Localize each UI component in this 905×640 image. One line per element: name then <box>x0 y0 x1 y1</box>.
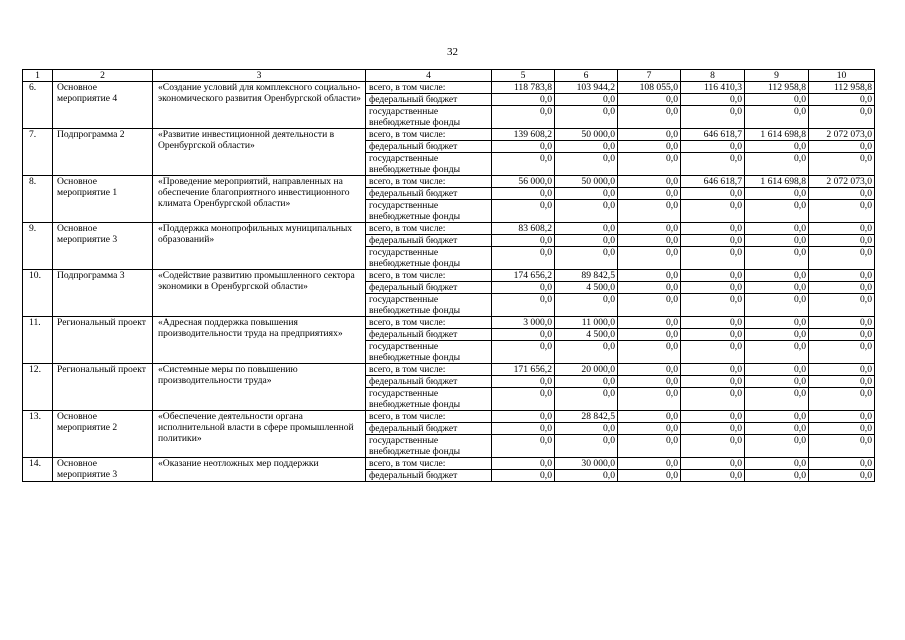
amount-cell: 139 608,2 <box>492 129 555 141</box>
amount-cell: 0,0 <box>809 223 875 235</box>
row-kind: Основное мероприятие 1 <box>53 176 153 223</box>
amount-cell: 0,0 <box>618 376 681 388</box>
amount-cell: 0,0 <box>681 470 745 482</box>
table-row <box>23 223 875 235</box>
amount-cell: 0,0 <box>809 106 875 129</box>
amount-cell: 0,0 <box>492 141 555 153</box>
amount-cell: 0,0 <box>681 317 745 329</box>
amount-cell: 0,0 <box>809 411 875 423</box>
funding-source: государственные внебюджетные фонды <box>366 388 492 411</box>
amount-cell: 0,0 <box>492 188 555 200</box>
amount-cell: 0,0 <box>745 317 809 329</box>
funding-source: федеральный бюджет <box>366 94 492 106</box>
amount-cell: 0,0 <box>809 317 875 329</box>
amount-cell: 103 944,2 <box>555 82 618 94</box>
amount-cell: 0,0 <box>618 435 681 458</box>
amount-cell: 0,0 <box>555 141 618 153</box>
amount-cell: 0,0 <box>555 106 618 129</box>
amount-cell: 11 000,0 <box>555 317 618 329</box>
column-header: 9 <box>745 70 809 82</box>
amount-cell: 0,0 <box>492 341 555 364</box>
funding-source: всего, в том числе: <box>366 176 492 188</box>
amount-cell: 0,0 <box>809 458 875 470</box>
amount-cell: 0,0 <box>618 129 681 141</box>
amount-cell: 0,0 <box>745 470 809 482</box>
amount-cell: 0,0 <box>681 458 745 470</box>
row-number: 14. <box>23 458 53 482</box>
amount-cell: 0,0 <box>745 435 809 458</box>
amount-cell: 0,0 <box>555 200 618 223</box>
amount-cell: 0,0 <box>809 153 875 176</box>
amount-cell: 174 656,2 <box>492 270 555 282</box>
amount-cell: 0,0 <box>555 341 618 364</box>
amount-cell: 0,0 <box>681 294 745 317</box>
amount-cell: 0,0 <box>745 223 809 235</box>
funding-source: федеральный бюджет <box>366 329 492 341</box>
amount-cell: 0,0 <box>681 94 745 106</box>
amount-cell: 30 000,0 <box>555 458 618 470</box>
row-title: «Поддержка монопрофильных муниципальных образований» <box>153 223 366 270</box>
amount-cell: 0,0 <box>681 235 745 247</box>
budget-table <box>22 69 875 482</box>
amount-cell: 0,0 <box>618 235 681 247</box>
amount-cell: 4 500,0 <box>555 282 618 294</box>
amount-cell: 0,0 <box>809 341 875 364</box>
funding-source: федеральный бюджет <box>366 141 492 153</box>
row-kind: Основное мероприятие 3 <box>53 223 153 270</box>
amount-cell: 0,0 <box>618 470 681 482</box>
row-title: «Создание условий для комплексного социально-экономического развития Оренбургской области» <box>153 82 366 129</box>
funding-source: всего, в том числе: <box>366 270 492 282</box>
amount-cell: 0,0 <box>618 411 681 423</box>
amount-cell: 0,0 <box>809 235 875 247</box>
row-kind: Региональный проект <box>53 317 153 364</box>
row-title: «Содействие развитию промышленного сектора экономики в Оренбургской области» <box>153 270 366 317</box>
amount-cell: 0,0 <box>809 423 875 435</box>
amount-cell: 0,0 <box>492 376 555 388</box>
funding-source: государственные внебюджетные фонды <box>366 106 492 129</box>
column-header: 8 <box>681 70 745 82</box>
amount-cell: 0,0 <box>681 270 745 282</box>
row-number: 8. <box>23 176 53 223</box>
row-number: 10. <box>23 270 53 317</box>
amount-cell: 3 000,0 <box>492 317 555 329</box>
amount-cell: 0,0 <box>618 223 681 235</box>
amount-cell: 0,0 <box>555 376 618 388</box>
funding-source: всего, в том числе: <box>366 129 492 141</box>
amount-cell: 0,0 <box>809 270 875 282</box>
amount-cell: 0,0 <box>618 153 681 176</box>
amount-cell: 0,0 <box>555 94 618 106</box>
amount-cell: 20 000,0 <box>555 364 618 376</box>
column-header: 3 <box>153 70 366 82</box>
amount-cell: 50 000,0 <box>555 129 618 141</box>
amount-cell: 0,0 <box>492 235 555 247</box>
table-row <box>23 458 875 470</box>
amount-cell: 0,0 <box>681 223 745 235</box>
amount-cell: 2 072 073,0 <box>809 129 875 141</box>
funding-source: государственные внебюджетные фонды <box>366 341 492 364</box>
amount-cell: 0,0 <box>555 435 618 458</box>
amount-cell: 0,0 <box>492 282 555 294</box>
amount-cell: 0,0 <box>492 94 555 106</box>
amount-cell: 0,0 <box>618 388 681 411</box>
column-header: 6 <box>555 70 618 82</box>
amount-cell: 0,0 <box>618 247 681 270</box>
page-number: 32 <box>447 46 458 58</box>
column-header: 10 <box>809 70 875 82</box>
row-kind: Подпрограмма 2 <box>53 129 153 176</box>
amount-cell: 0,0 <box>745 247 809 270</box>
amount-cell: 0,0 <box>809 376 875 388</box>
funding-source: федеральный бюджет <box>366 282 492 294</box>
amount-cell: 0,0 <box>809 247 875 270</box>
amount-cell: 0,0 <box>681 141 745 153</box>
amount-cell: 0,0 <box>618 341 681 364</box>
amount-cell: 0,0 <box>618 282 681 294</box>
amount-cell: 112 958,8 <box>809 82 875 94</box>
amount-cell: 0,0 <box>555 423 618 435</box>
funding-source: государственные внебюджетные фонды <box>366 294 492 317</box>
amount-cell: 0,0 <box>745 270 809 282</box>
amount-cell: 0,0 <box>745 200 809 223</box>
row-title: «Проведение мероприятий, направленных на обеспечение благоприятного инвестиционного климата Оренбургской области» <box>153 176 366 223</box>
amount-cell: 0,0 <box>492 247 555 270</box>
table-body <box>23 82 875 482</box>
row-title: «Адресная поддержка повышения производительности труда на предприятиях» <box>153 317 366 364</box>
amount-cell: 0,0 <box>681 188 745 200</box>
amount-cell: 0,0 <box>618 106 681 129</box>
row-kind: Основное мероприятие 3 <box>53 458 153 482</box>
amount-cell: 0,0 <box>745 364 809 376</box>
amount-cell: 0,0 <box>745 411 809 423</box>
amount-cell: 0,0 <box>492 435 555 458</box>
amount-cell: 28 842,5 <box>555 411 618 423</box>
amount-cell: 0,0 <box>555 470 618 482</box>
table-row <box>23 411 875 423</box>
amount-cell: 0,0 <box>492 294 555 317</box>
table-row <box>23 270 875 282</box>
amount-cell: 0,0 <box>745 282 809 294</box>
row-title: «Обеспечение деятельности органа исполнительной власти в сфере промышленной политики» <box>153 411 366 458</box>
amount-cell: 0,0 <box>555 188 618 200</box>
amount-cell: 0,0 <box>555 235 618 247</box>
amount-cell: 0,0 <box>745 153 809 176</box>
amount-cell: 0,0 <box>809 141 875 153</box>
funding-source: всего, в том числе: <box>366 364 492 376</box>
amount-cell: 0,0 <box>745 188 809 200</box>
column-header: 4 <box>366 70 492 82</box>
funding-source: федеральный бюджет <box>366 470 492 482</box>
amount-cell: 0,0 <box>681 106 745 129</box>
amount-cell: 0,0 <box>681 388 745 411</box>
amount-cell: 89 842,5 <box>555 270 618 282</box>
amount-cell: 0,0 <box>618 294 681 317</box>
row-title: «Оказание неотложных мер поддержки <box>153 458 366 482</box>
funding-source: государственные внебюджетные фонды <box>366 153 492 176</box>
column-header: 2 <box>53 70 153 82</box>
funding-source: государственные внебюджетные фонды <box>366 200 492 223</box>
funding-source: федеральный бюджет <box>366 423 492 435</box>
funding-source: всего, в том числе: <box>366 411 492 423</box>
amount-cell: 0,0 <box>618 188 681 200</box>
amount-cell: 83 608,2 <box>492 223 555 235</box>
amount-cell: 4 500,0 <box>555 329 618 341</box>
amount-cell: 0,0 <box>809 364 875 376</box>
amount-cell: 0,0 <box>492 458 555 470</box>
amount-cell: 646 618,7 <box>681 176 745 188</box>
amount-cell: 0,0 <box>681 329 745 341</box>
amount-cell: 118 783,8 <box>492 82 555 94</box>
row-kind: Подпрограмма 3 <box>53 270 153 317</box>
amount-cell: 0,0 <box>681 153 745 176</box>
column-header: 7 <box>618 70 681 82</box>
amount-cell: 0,0 <box>618 458 681 470</box>
funding-source: государственные внебюджетные фонды <box>366 435 492 458</box>
amount-cell: 646 618,7 <box>681 129 745 141</box>
amount-cell: 0,0 <box>745 94 809 106</box>
amount-cell: 0,0 <box>492 388 555 411</box>
amount-cell: 0,0 <box>618 329 681 341</box>
funding-source: федеральный бюджет <box>366 235 492 247</box>
amount-cell: 0,0 <box>745 106 809 129</box>
amount-cell: 0,0 <box>618 317 681 329</box>
amount-cell: 0,0 <box>555 294 618 317</box>
amount-cell: 0,0 <box>809 294 875 317</box>
row-number: 9. <box>23 223 53 270</box>
amount-cell: 0,0 <box>555 153 618 176</box>
amount-cell: 0,0 <box>492 106 555 129</box>
amount-cell: 1 614 698,8 <box>745 176 809 188</box>
amount-cell: 0,0 <box>618 176 681 188</box>
row-kind: Региональный проект <box>53 364 153 411</box>
funding-source: всего, в том числе: <box>366 223 492 235</box>
amount-cell: 0,0 <box>681 364 745 376</box>
row-number: 12. <box>23 364 53 411</box>
table-row <box>23 364 875 376</box>
table-row <box>23 317 875 329</box>
amount-cell: 50 000,0 <box>555 176 618 188</box>
amount-cell: 0,0 <box>745 141 809 153</box>
row-kind: Основное мероприятие 2 <box>53 411 153 458</box>
amount-cell: 0,0 <box>492 329 555 341</box>
funding-source: всего, в том числе: <box>366 458 492 470</box>
row-number: 7. <box>23 129 53 176</box>
column-header: 1 <box>23 70 53 82</box>
amount-cell: 0,0 <box>745 423 809 435</box>
row-kind: Основное мероприятие 4 <box>53 82 153 129</box>
amount-cell: 0,0 <box>681 247 745 270</box>
amount-cell: 0,0 <box>809 388 875 411</box>
amount-cell: 0,0 <box>809 188 875 200</box>
amount-cell: 56 000,0 <box>492 176 555 188</box>
amount-cell: 0,0 <box>809 282 875 294</box>
amount-cell: 1 614 698,8 <box>745 129 809 141</box>
table-row <box>23 176 875 188</box>
amount-cell: 0,0 <box>681 423 745 435</box>
amount-cell: 116 410,3 <box>681 82 745 94</box>
row-number: 11. <box>23 317 53 364</box>
row-number: 6. <box>23 82 53 129</box>
table-row <box>23 129 875 141</box>
amount-cell: 0,0 <box>681 435 745 458</box>
amount-cell: 0,0 <box>809 329 875 341</box>
amount-cell: 0,0 <box>555 247 618 270</box>
amount-cell: 0,0 <box>492 411 555 423</box>
amount-cell: 0,0 <box>555 223 618 235</box>
amount-cell: 0,0 <box>681 200 745 223</box>
header-row <box>23 70 875 82</box>
funding-source: всего, в том числе: <box>366 82 492 94</box>
amount-cell: 0,0 <box>618 270 681 282</box>
amount-cell: 0,0 <box>681 341 745 364</box>
amount-cell: 0,0 <box>555 388 618 411</box>
amount-cell: 0,0 <box>681 282 745 294</box>
amount-cell: 0,0 <box>745 329 809 341</box>
amount-cell: 0,0 <box>618 141 681 153</box>
amount-cell: 0,0 <box>492 153 555 176</box>
amount-cell: 0,0 <box>745 458 809 470</box>
amount-cell: 0,0 <box>492 423 555 435</box>
funding-source: федеральный бюджет <box>366 188 492 200</box>
amount-cell: 108 055,0 <box>618 82 681 94</box>
amount-cell: 0,0 <box>618 364 681 376</box>
amount-cell: 112 958,8 <box>745 82 809 94</box>
amount-cell: 0,0 <box>745 388 809 411</box>
amount-cell: 0,0 <box>745 235 809 247</box>
table-row <box>23 82 875 94</box>
amount-cell: 0,0 <box>492 470 555 482</box>
row-number: 13. <box>23 411 53 458</box>
amount-cell: 0,0 <box>745 376 809 388</box>
amount-cell: 0,0 <box>681 376 745 388</box>
amount-cell: 0,0 <box>745 294 809 317</box>
amount-cell: 0,0 <box>618 423 681 435</box>
amount-cell: 2 072 073,0 <box>809 176 875 188</box>
amount-cell: 0,0 <box>809 94 875 106</box>
funding-source: государственные внебюджетные фонды <box>366 247 492 270</box>
amount-cell: 0,0 <box>492 200 555 223</box>
amount-cell: 0,0 <box>618 200 681 223</box>
row-title: «Системные меры по повышению производительности труда» <box>153 364 366 411</box>
amount-cell: 0,0 <box>809 470 875 482</box>
amount-cell: 0,0 <box>809 200 875 223</box>
amount-cell: 0,0 <box>745 341 809 364</box>
column-header: 5 <box>492 70 555 82</box>
funding-source: федеральный бюджет <box>366 376 492 388</box>
funding-source: всего, в том числе: <box>366 317 492 329</box>
amount-cell: 0,0 <box>618 94 681 106</box>
amount-cell: 0,0 <box>809 435 875 458</box>
row-title: «Развитие инвестиционной деятельности в Оренбургской области» <box>153 129 366 176</box>
amount-cell: 0,0 <box>681 411 745 423</box>
amount-cell: 171 656,2 <box>492 364 555 376</box>
